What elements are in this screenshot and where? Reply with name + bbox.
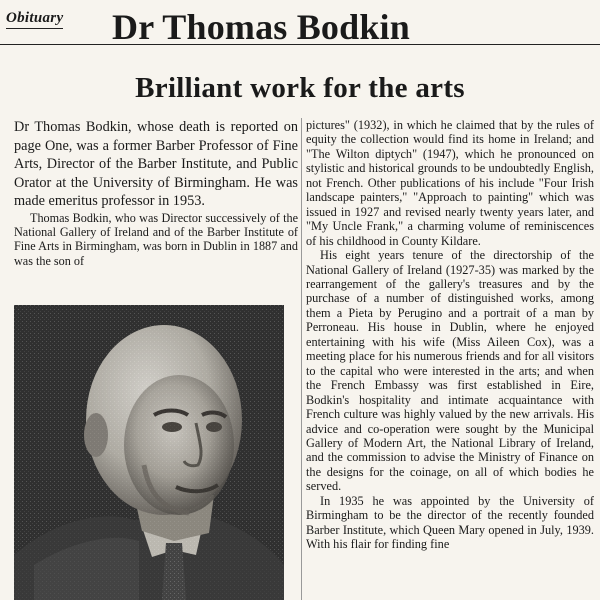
section-label: Obituary [6, 10, 63, 29]
biography-paragraph: Thomas Bodkin, who was Director successively of the National Gallery of Ireland and of the Barber Institute of Fine Arts in Birmingham, was born in Dublin in 1887 and was the son of [14, 210, 298, 268]
directorship-paragraph: His eight years tenure of the directorship of the National Gallery of Ireland (1927-35) was marked by the rearrangement of the gallery's treasures and by the purchase of a number of distinguished works, among them a Pieta by Perugino and a portrait of a man by Perroneau. His house in Dublin, where he enjoyed entertaining with his wife (Miss Aileen Cox), was a meeting place for his numerous friends and for all visitors to the capital who were interested in the arts; and when the French Embassy was first established in Eire, Bodkin's hospitality and intimate acquaintance with French culture was highly valued by the new arrivals. His advice and co-operation were sought by the Municipal Gallery of Modern Art, the National Library of Ireland, and the commission to advise the Ministry of Finance on the designs for the coinage, on all of which bodies he served. [306, 248, 594, 494]
portrait-image [14, 305, 284, 600]
headline: Dr Thomas Bodkin [112, 7, 410, 47]
right-column [306, 118, 594, 552]
left-column [14, 118, 298, 268]
subheadline: Brilliant work for the arts [135, 72, 465, 104]
barber-institute-paragraph: In 1935 he was appointed by the University of Birmingham to be the director of the recently founded Barber Institute, which Queen Mary opened in July, 1939. With his flair for finding fine [306, 493, 594, 552]
portrait-photo [14, 305, 284, 600]
intro-paragraph: Dr Thomas Bodkin, whose death is reported on page One, was a former Barber Professor of Fine Arts, Director of the Barber Institute, and Public Orator at the University of Birmingham. He was made emeritus professor in 1953. [14, 119, 298, 210]
column-divider [301, 118, 302, 600]
header-rule [0, 44, 600, 45]
continuation-paragraph: pictures" (1932), in which he claimed that by the rules of equity the collection would find its home in Ireland; and "The Wilton diptych" (1947), which he pronounced on stylistic and historical grounds to be undoubtedly English, not French. Other publications of his include "Four Irish landscape painters," "Approach to painting" which was issued in 1927 and revised nearly twenty years later, and "My Uncle Frank," a charming volume of reminiscences of his childhood in County Kildare. [306, 118, 594, 248]
